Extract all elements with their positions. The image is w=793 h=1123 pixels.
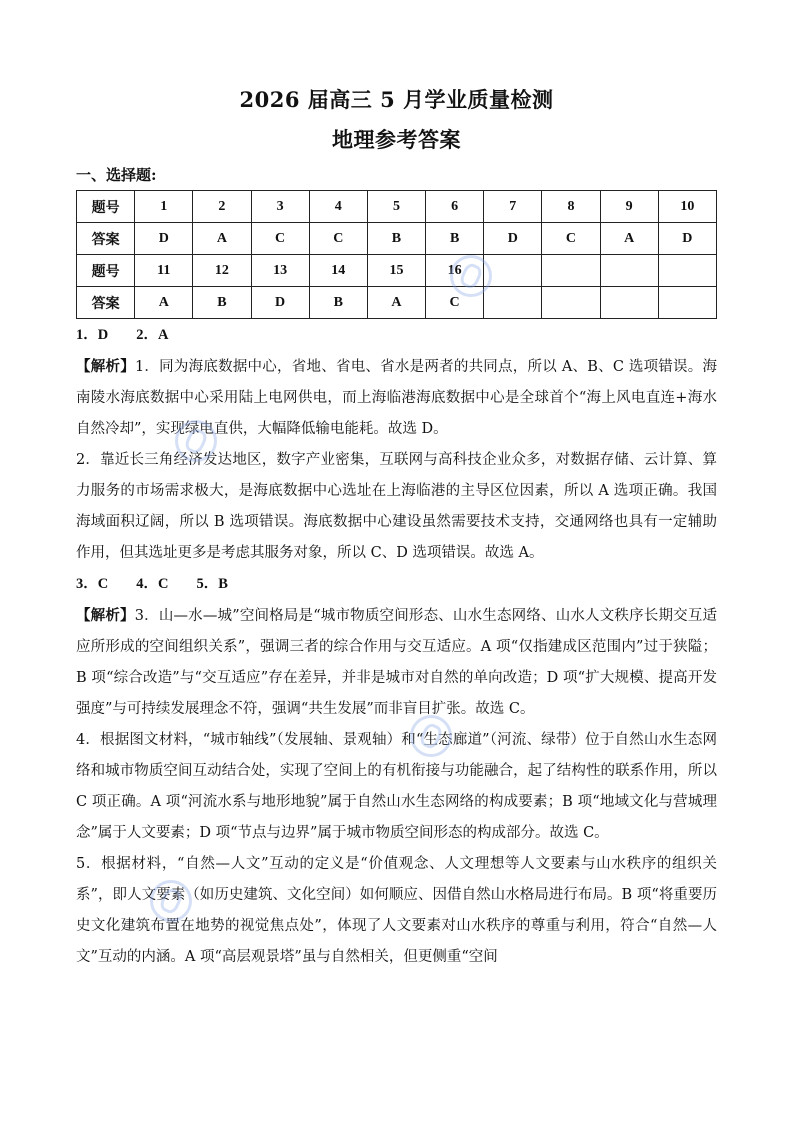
question-number: 12 [193,255,251,287]
answer-cell [658,287,716,319]
answer-cell [542,287,600,319]
answer-cell: C [542,223,600,255]
answer-cell: A [135,287,193,319]
document-title: 2026 届高三 5 月学业质量检测 [239,87,554,112]
answer-cell: D [135,223,193,255]
question-number [484,255,542,287]
analysis-text: 3．山—水—城”空间格局是“城市物质空间形态、山水生态网络、山水人文秩序长期交互适应所形成的空间组织关系”，强调三者的综合作用与交互适应。A 项“仅指建成区范围内”过于狭隘；B 项“综合改造”与“交互适应”存在差异，并非是城市对自然的单向改造；D 项“扩大规模、提高开发强度”与可持续发展理念不符，强调“共生发展”而非盲目扩张。故选 C。 [76,608,717,717]
row-label: 答案 [77,223,135,255]
analysis-paragraph: 4．根据图文材料，“城市轴线”（发展轴、景观轴）和“生态廊道”（河流、绿带）位于自然山水生态网络和城市物质空间互动结合处，实现了空间上的有机衔接与功能融合，起了结构性的联系作用，所以 C 项正确。A 项“河流水系与地形地貌”属于自然山水生态网络的构成要素；B 项“地域文化与营城理念”属于人文要素；D 项“节点与边界”属于城市物质空间形态的构成部分。故选 C。 [76,732,717,841]
analysis-tag: 【解析】 [76,607,135,624]
answer-cell: B [426,223,484,255]
question-number: 1 [135,191,193,223]
answer-cell: C [426,287,484,319]
analysis-paragraph [76,600,717,725]
question-number: 7 [484,191,542,223]
question-number: 16 [426,255,484,287]
analysis-text: 1．同为海底数据中心，省地、省电、省水是两者的共同点，所以 A、B、C 选项错误。海南陵水海底数据中心采用陆上电网供电，而上海临港海底数据中心是全球首个“海上风电直连+海水自然冷却”，实现绿电直供，大幅降低输电能耗。故选 D。 [76,359,718,437]
answer-cell: B [193,287,251,319]
question-number: 10 [658,191,716,223]
question-number [600,255,658,287]
question-number: 6 [426,191,484,223]
answer-line [76,320,717,351]
section-heading: 一、选择题: [76,166,157,184]
question-number [542,255,600,287]
answer-line [76,569,717,600]
question-number: 4 [309,191,367,223]
analysis-paragraph [76,351,717,445]
table-row [77,287,717,319]
question-number: 3 [251,191,309,223]
answer-cell: D [484,223,542,255]
analysis-paragraph: 5．根据材料，“自然—人文”互动的定义是“价值观念、人文理想等人文要素与山水秩序的组织关系”，即人文要素（如历史建筑、文化空间）如何顺应、因借自然山水格局进行布局。B 项“将重要历史文化建筑布置在地势的视觉焦点处”，体现了人文要素对山水秩序的尊重与利用，符合“自然—人文”互动的内涵。A 项“高层观景塔”虽与自然相关，但更侧重“空间 [76,856,717,965]
question-number: 11 [135,255,193,287]
answer-cell: D [251,287,309,319]
answer-cell [484,287,542,319]
answer-cell: C [309,223,367,255]
analysis-paragraph: 2．靠近长三角经济发达地区，数字产业密集，互联网与高科技企业众多，对数据存储、云计算、算力服务的市场需求极大，是海底数据中心选址在上海临港的主导区位因素，所以 A 选项正确。我国海域面积辽阔，所以 B 选项错误。海底数据中心建设虽然需要技术支持，交通网络也具有一定辅助作用，但其选址更多是考虑其服务对象，所以 C、D 选项错误。故选 A。 [76,452,717,561]
answer-cell [600,287,658,319]
answer-cell: A [367,287,425,319]
table-row [77,223,717,255]
row-label: 题号 [77,255,135,287]
answer-item: 4．C [136,576,169,592]
answer-body [76,320,717,973]
answer-item: 3．C [76,576,109,592]
question-number: 14 [309,255,367,287]
table-row [77,191,717,223]
question-number [658,255,716,287]
answer-item: 1．D [76,327,109,343]
answer-item: 2．A [136,327,169,343]
answer-cell: A [193,223,251,255]
row-label: 答案 [77,287,135,319]
answer-item: 5．B [196,576,228,592]
question-number: 9 [600,191,658,223]
question-number: 2 [193,191,251,223]
question-number: 8 [542,191,600,223]
row-label: 题号 [77,191,135,223]
question-number: 13 [251,255,309,287]
document-subtitle: 地理参考答案 [332,127,461,152]
answer-table [76,190,717,319]
answer-cell: D [658,223,716,255]
answer-cell: B [309,287,367,319]
question-number: 15 [367,255,425,287]
answer-cell: C [251,223,309,255]
answer-cell: B [367,223,425,255]
analysis-tag: 【解析】 [76,358,135,375]
table-row [77,255,717,287]
answer-cell: A [600,223,658,255]
question-number: 5 [367,191,425,223]
